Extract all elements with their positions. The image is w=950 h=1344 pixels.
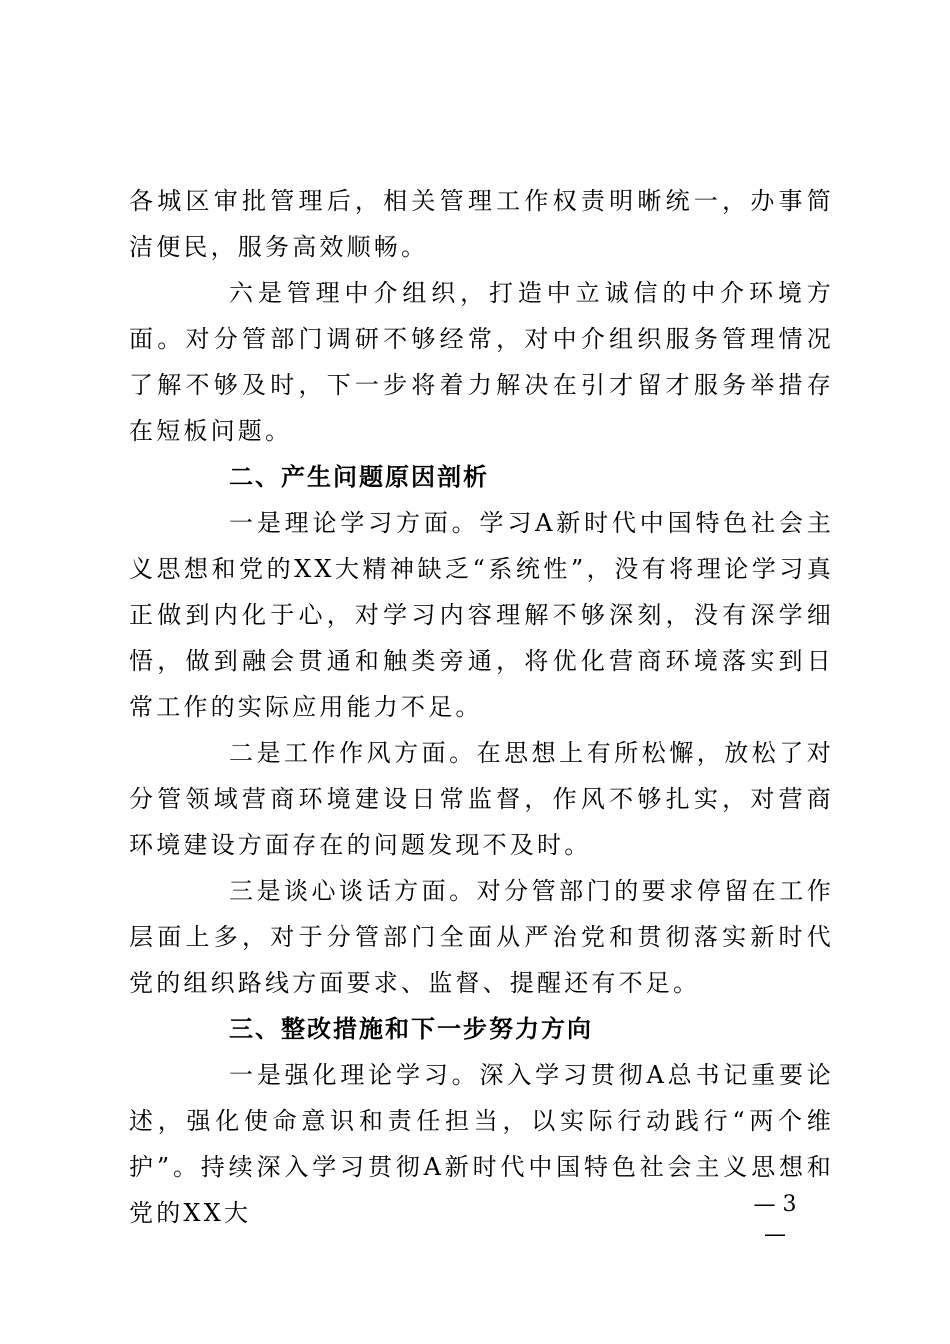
paragraph-six-intermediary: 六是管理中介组织，打造中立诚信的中介环境方面。对分管部门调研不够经常，对中介组织服务管理情况了解不够及时，下一步将着力解决在引才留才服务举措存在短板问题。 — [129, 279, 834, 445]
paragraph-theory-study: 一是理论学习方面。学习A新时代中国特色社会主义思想和党的XX大精神缺乏“系统性”，没有将理论学习真正做到内化于心，对学习内容理解不够深刻，没有深学细悟，做到融会贯通和触类旁通，将优化营商环境落实到日常工作的实际应用能力不足。 — [129, 509, 834, 721]
section-heading-causes: 二、产生问题原因剖析 — [229, 463, 489, 491]
paragraph-strengthen-theory: 一是强化理论学习。深入学习贯彻A总书记重要论述，强化使命意识和责任担当，以实际行动践行“两个维护”。持续深入学习贯彻A新时代中国特色社会主义思想和党的XX大 — [129, 1061, 834, 1227]
section-heading-rectification: 三、整改措施和下一步努力方向 — [229, 1015, 593, 1043]
paragraph-heart-talk: 三是谈心谈话方面。对分管部门的要求停留在工作层面上多，对于分管部门全面从严治党和贯彻落实新时代党的组织路线方面要求、监督、提醒还有不足。 — [129, 877, 834, 997]
paragraph-work-style: 二是工作作风方面。在思想上有所松懈，放松了对分管领域营商环境建设日常监督，作风不够扎实，对营商环境建设方面存在的问题发现不及时。 — [129, 739, 834, 859]
page-number: — 3 — — [753, 1192, 797, 1247]
document-body — [129, 178, 834, 1236]
paragraph-continuation: 各城区审批管理后，相关管理工作权责明晰统一，办事简洁便民，服务高效顺畅。 — [129, 187, 834, 261]
